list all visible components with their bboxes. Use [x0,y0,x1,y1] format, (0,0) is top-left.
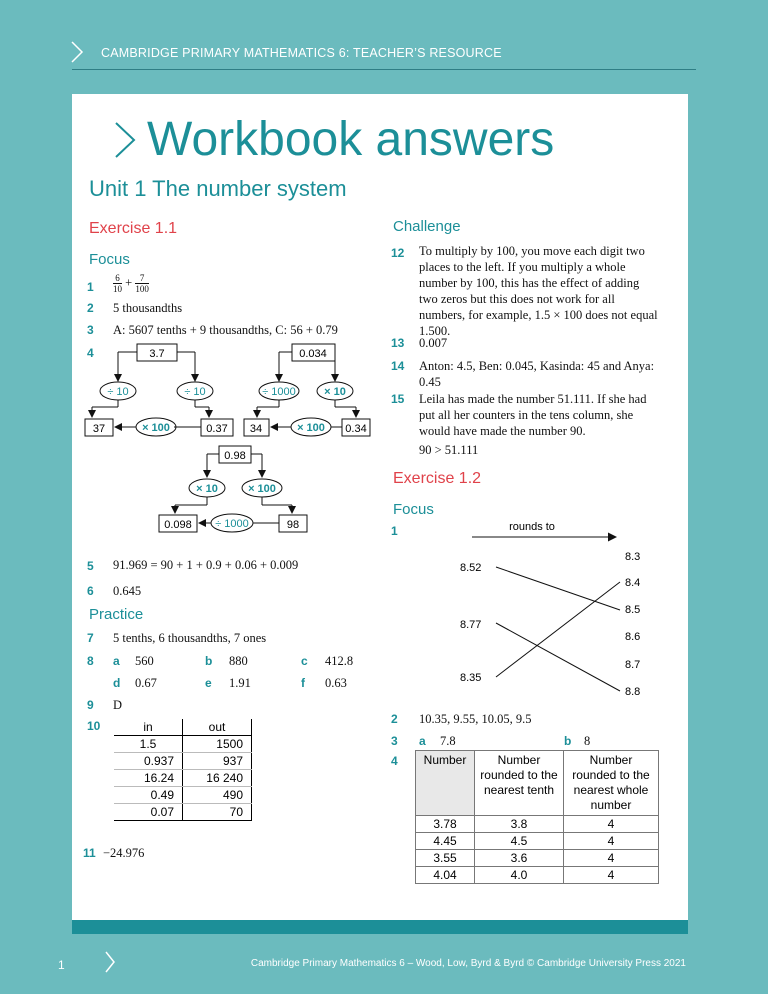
table-cell: 4 [564,850,659,867]
question-number: 4 [391,754,398,768]
left-number: 8.77 [460,619,482,631]
chevron-right-icon [113,120,137,160]
table-cell: 4.45 [416,833,475,850]
operation-label: × 10 [196,483,218,495]
answer-text: 0.63 [325,676,347,690]
answer-text: 1.91 [229,676,251,690]
value-label: 98 [286,519,300,531]
exercise-title: Exercise 1.1 [89,220,178,237]
answer-text [113,273,149,294]
table-cell: 4 [564,833,659,850]
operation-label: ÷ 10 [184,386,206,398]
answer-text: Leila has made the number 51.111. If she had put all her counters in the tens column, she would have made the number 90. [419,392,647,438]
question-number: 9 [87,698,94,712]
header-divider [72,69,696,70]
operation-label: ÷ 1000 [262,386,296,398]
column-header: Number rounded to the nearest tenth [475,751,564,816]
question-number: 2 [87,301,94,315]
table-cell: 0.07 [114,804,183,821]
right-number: 8.5 [625,604,641,616]
challenge-heading: Challenge [393,218,461,235]
part-letter: b [564,734,572,748]
question-number: 7 [87,631,94,645]
answer-text: 560 [135,654,154,668]
numerator: 7 [135,273,149,284]
chevron-right-icon [70,40,84,64]
matching-line [496,567,620,610]
table-cell: 4.04 [416,867,475,884]
practice-heading: Practice [89,606,144,623]
answer-text: 880 [229,654,248,668]
question-number: 15 [391,392,405,406]
question-number: 14 [391,359,405,373]
plus-sign: + [125,275,133,290]
part-letter: a [113,654,120,668]
matching-line [496,582,620,677]
table-cell: 4.5 [475,833,564,850]
left-number: 8.52 [460,562,482,574]
rounds-to-label: rounds to [509,521,555,533]
question-number: 6 [87,584,94,598]
answer-text: 0.645 [113,584,142,598]
table-cell: 1.5 [114,736,183,753]
question-number: 1 [87,280,94,294]
table-cell: 0.49 [114,787,183,804]
question-number: 3 [391,734,398,748]
question-number: 13 [391,336,405,350]
table-row [114,770,252,787]
operation-label: ÷ 1000 [215,518,249,530]
answer-text: D [113,698,123,712]
answer-text: 8 [584,734,591,748]
table-row [114,736,252,753]
answer-text: 5 thousandths [113,301,183,315]
answer-text: 0.007 [419,336,448,350]
table-cell: 16.24 [114,770,183,787]
answer-text: Anton: 4.5, Ben: 0.045, Kasinda: 45 and Anya: 0.45 [419,359,655,389]
answer-text: A: 5607 tenths + 9 thousandths, C: 56 + 0.79 [113,323,338,337]
answer-text: −24.976 [103,846,145,860]
place-value-diagram [72,339,372,554]
running-header: CAMBRIDGE PRIMARY MATHEMATICS 6: TEACHER’S RESOURCE [101,46,502,60]
page-heading: Workbook answers [147,113,555,166]
part-letter: d [113,676,121,690]
operation-label: ÷ 10 [107,386,129,398]
matching-line [496,623,620,691]
focus-heading: Focus [393,501,434,518]
question-number: 4 [87,346,94,360]
rounding-matching-diagram [402,519,672,705]
answer-text: 90 > 51.111 [419,443,479,457]
operation-label: × 100 [248,483,276,495]
focus-heading: Focus [89,251,130,268]
rounding-table [415,750,659,884]
value-label: 0.034 [299,348,327,360]
table-row [114,804,252,821]
denominator: 100 [135,284,149,294]
table-cell: 3.78 [416,816,475,833]
part-letter: a [419,734,426,748]
table-cell: 70 [183,804,252,821]
unit-title: Unit 1 The number system [89,176,347,201]
left-number: 8.35 [460,672,482,684]
page [72,94,688,920]
in-out-table [114,719,252,821]
answer-text: 91.969 = 90 + 1 + 0.9 + 0.06 + 0.009 [113,558,299,572]
column-header: out [183,719,252,736]
part-letter: c [301,654,308,668]
table-cell: 0.937 [114,753,183,770]
answer-text: 5 tenths, 6 thousandths, 7 ones [113,631,267,645]
page-number: 1 [58,958,65,972]
table-cell: 937 [183,753,252,770]
question-number: 8 [87,654,94,668]
column-header: in [114,719,183,736]
question-number: 10 [87,719,101,733]
question-number: 3 [87,323,94,337]
table-row [114,753,252,770]
exercise-title: Exercise 1.2 [393,470,482,487]
fraction [135,273,149,294]
part-letter: e [205,676,212,690]
copyright-footer: Cambridge Primary Mathematics 6 – Wood, Low, Byrd & Byrd © Cambridge University Press 2021 [250,958,686,969]
right-number: 8.4 [625,577,641,589]
value-label: 3.7 [149,348,165,360]
column-header: Number rounded to the nearest whole number [564,751,659,816]
table-cell: 3.55 [416,850,475,867]
answer-text: To multiply by 100, you move each digit two places to the left. If you multiply a whole number by 100, this has the effect of adding two zeros but this does not work for all numbers, for example, 1.5 × 100 does not equal 1.500. [419,244,658,338]
part-letter: b [205,654,213,668]
table-cell: 3.6 [475,850,564,867]
table-cell: 3.8 [475,816,564,833]
numerator: 6 [113,273,122,284]
fraction [113,273,122,294]
question-number: 2 [391,712,398,726]
column-header: Number [416,751,475,816]
answer-text: 0.67 [135,676,157,690]
operation-label: × 10 [324,386,346,398]
question-number: 11 [83,846,96,860]
operation-label: × 100 [142,422,170,434]
chevron-right-icon [104,950,116,974]
question-number: 1 [391,524,398,538]
right-number: 8.6 [625,631,641,643]
value-label: 0.98 [224,450,246,462]
right-number: 8.8 [625,686,641,698]
table-row [416,833,659,850]
value-label: 37 [92,423,106,435]
value-label: 0.37 [206,423,228,435]
denominator: 10 [113,284,122,294]
value-label: 0.098 [164,519,192,531]
operation-label: × 100 [297,422,325,434]
table-cell: 4 [564,867,659,884]
table-cell: 4 [564,816,659,833]
table-row [114,787,252,804]
right-number: 8.7 [625,659,641,671]
right-number: 8.3 [625,551,641,563]
question-number: 5 [87,559,94,573]
page-title [113,112,554,167]
footer-band [72,920,688,934]
value-label: 0.34 [345,423,367,435]
answer-text: 10.35, 9.55, 10.05, 9.5 [419,712,532,726]
answer-text: 7.8 [440,734,456,748]
table-row [416,867,659,884]
part-letter: f [301,676,305,690]
table-cell: 4.0 [475,867,564,884]
table-row [416,816,659,833]
table-cell: 16 240 [183,770,252,787]
table-cell: 490 [183,787,252,804]
table-row [416,850,659,867]
question-number: 12 [391,246,405,260]
value-label: 34 [249,423,263,435]
answer-text: 412.8 [325,654,354,668]
table-cell: 1500 [183,736,252,753]
